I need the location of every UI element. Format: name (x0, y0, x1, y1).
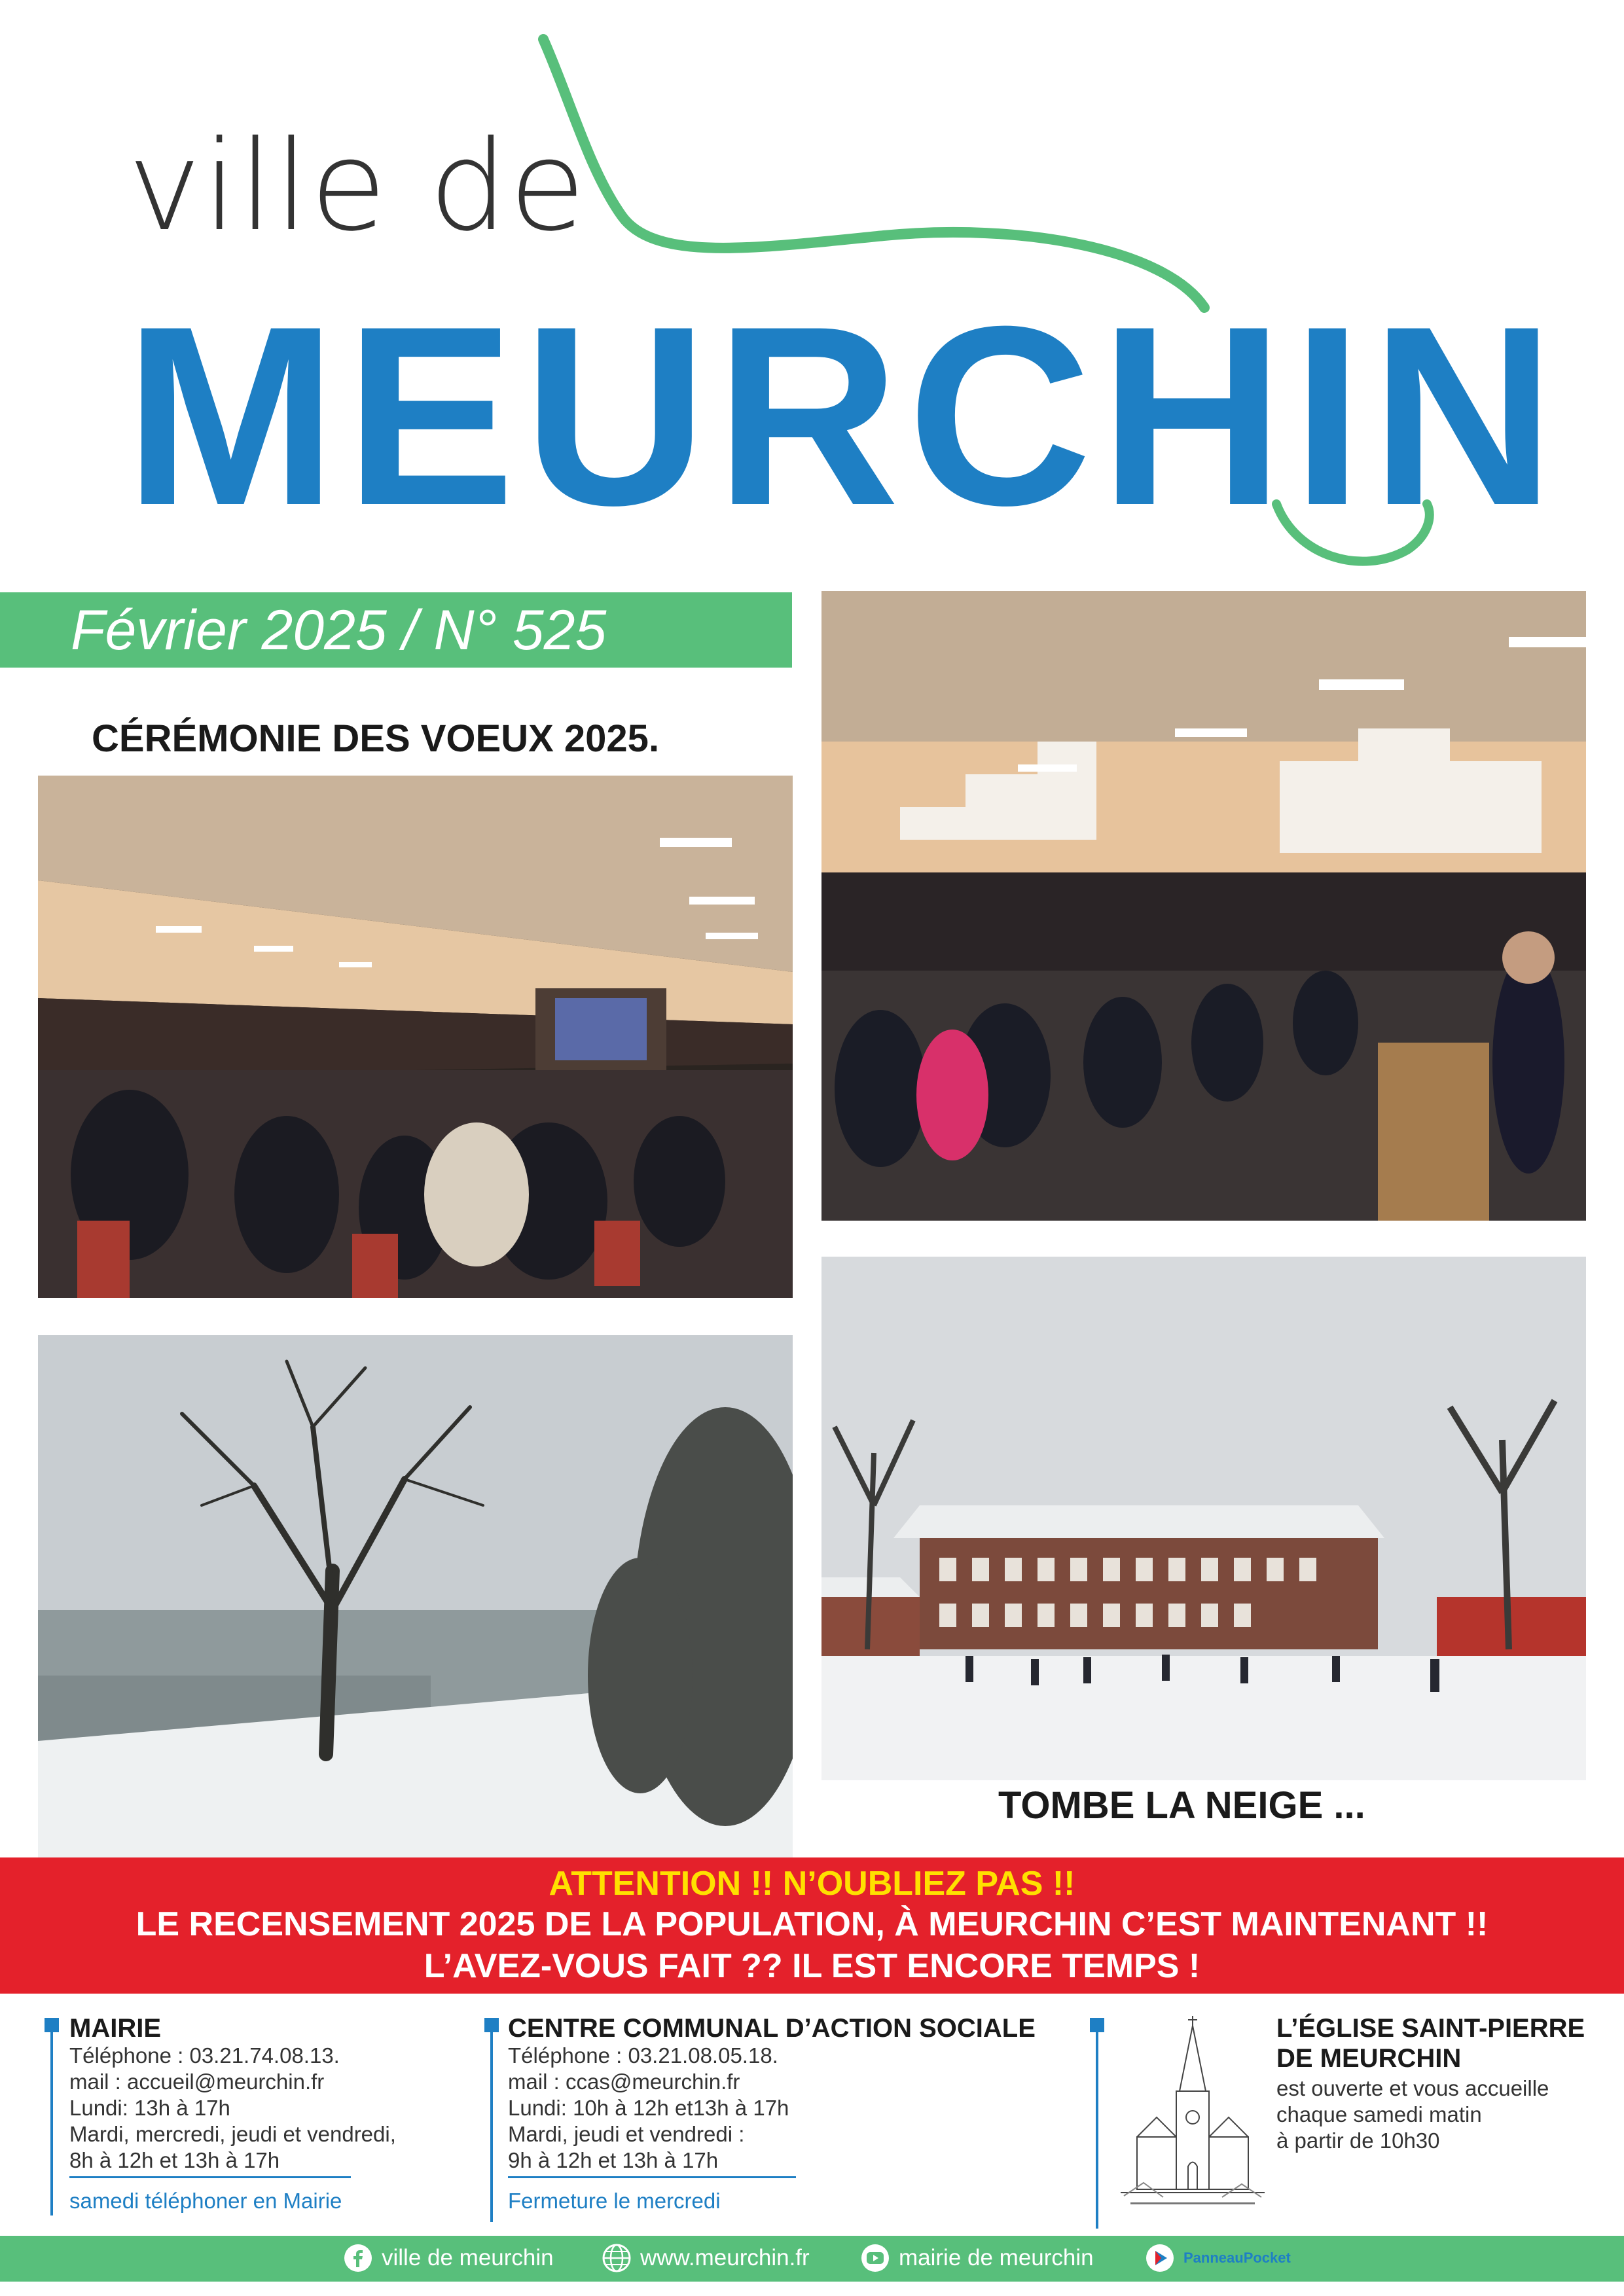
youtube-label: mairie de meurchin (899, 2245, 1094, 2270)
mairie-mail: mail : accueil@meurchin.fr (69, 2070, 325, 2094)
info-ccas (484, 2013, 1074, 2222)
eglise-line-2: chaque samedi matin (1276, 2102, 1482, 2126)
divider (508, 2176, 796, 2178)
footer-facebook[interactable] (344, 2240, 554, 2276)
ccas-hours: 9h à 12h et 13h à 17h (508, 2148, 719, 2172)
column-rule (1096, 2032, 1098, 2229)
logo-ville-de: ville de (128, 114, 587, 259)
alert-line-3: L’AVEZ-VOUS FAIT ?? IL EST ENCORE TEMPS ! (424, 1947, 1200, 1985)
column-rule (50, 2032, 53, 2215)
photo-ceremony-hall-front (821, 591, 1586, 1221)
divider (69, 2176, 351, 2178)
website-label: www.meurchin.fr (640, 2245, 810, 2270)
ccas-phone: Téléphone : 03.21.08.05.18. (508, 2043, 778, 2068)
footer-youtube[interactable] (861, 2240, 1094, 2276)
mairie-note: samedi téléphoner en Mairie (69, 2189, 342, 2213)
ccas-mail: mail : ccas@meurchin.fr (508, 2070, 740, 2094)
column-rule (490, 2032, 493, 2222)
bullet-square (484, 2018, 499, 2032)
eglise-line-1: est ouverte et vous accueille (1276, 2076, 1549, 2100)
panneaupocket-label: PanneauPocket (1183, 2250, 1291, 2266)
mairie-hours-monday: Lundi: 13h à 17h (69, 2096, 230, 2120)
ccas-title: CENTRE COMMUNAL D’ACTION SOCIALE (508, 2014, 1036, 2043)
photo-ceremony-hall-back (38, 776, 793, 1298)
panneaupocket-icon (1146, 2244, 1174, 2272)
facebook-label: ville de meurchin (382, 2245, 554, 2270)
headline-ceremonie: CÉRÉMONIE DES VOEUX 2025. (92, 717, 660, 760)
footer-panneaupocket[interactable] (1146, 2240, 1291, 2276)
mairie-title: MAIRIE (69, 2014, 161, 2043)
mairie-hours: 8h à 12h et 13h à 17h (69, 2148, 280, 2172)
facebook-icon (344, 2244, 372, 2272)
bullet-square (45, 2018, 59, 2032)
logo-meurchin: MEURCHIN (124, 273, 1563, 558)
eglise-line-3: à partir de 10h30 (1276, 2128, 1440, 2153)
mairie-days: Mardi, mercredi, jeudi et vendredi, (69, 2122, 396, 2146)
footer-bar (0, 2236, 1624, 2282)
info-mairie (45, 2013, 463, 2222)
issue-date-number: Février 2025 / N° 525 (71, 599, 607, 662)
ccas-hours-monday: Lundi: 10h à 12h et13h à 17h (508, 2096, 789, 2120)
alert-line-2: LE RECENSEMENT 2025 DE LA POPULATION, À MEURCHIN C’EST MAINTENANT !! (135, 1905, 1489, 1943)
photo-snowy-lake-tree (38, 1335, 793, 1859)
alert-line-1: ATTENTION !! N’OUBLIEZ PAS !! (549, 1865, 1075, 1903)
photo-snowy-school-yard (821, 1257, 1586, 1780)
ccas-note: Fermeture le mercredi (508, 2189, 721, 2213)
church-drawing (1117, 2013, 1268, 2215)
ccas-days: Mardi, jeudi et vendredi : (508, 2122, 745, 2146)
eglise-title-1: L’ÉGLISE SAINT-PIERRE (1276, 2014, 1585, 2043)
info-eglise (1090, 2013, 1607, 2235)
youtube-icon (861, 2244, 890, 2272)
bullet-square (1090, 2018, 1104, 2032)
footer-website[interactable] (602, 2240, 810, 2276)
census-alert-banner (0, 1857, 1624, 1994)
headline-neige: TOMBE LA NEIGE ... (998, 1784, 1365, 1827)
globe-icon (602, 2244, 631, 2272)
mairie-phone: Téléphone : 03.21.74.08.13. (69, 2043, 340, 2068)
eglise-title-2: DE MEURCHIN (1276, 2044, 1462, 2073)
